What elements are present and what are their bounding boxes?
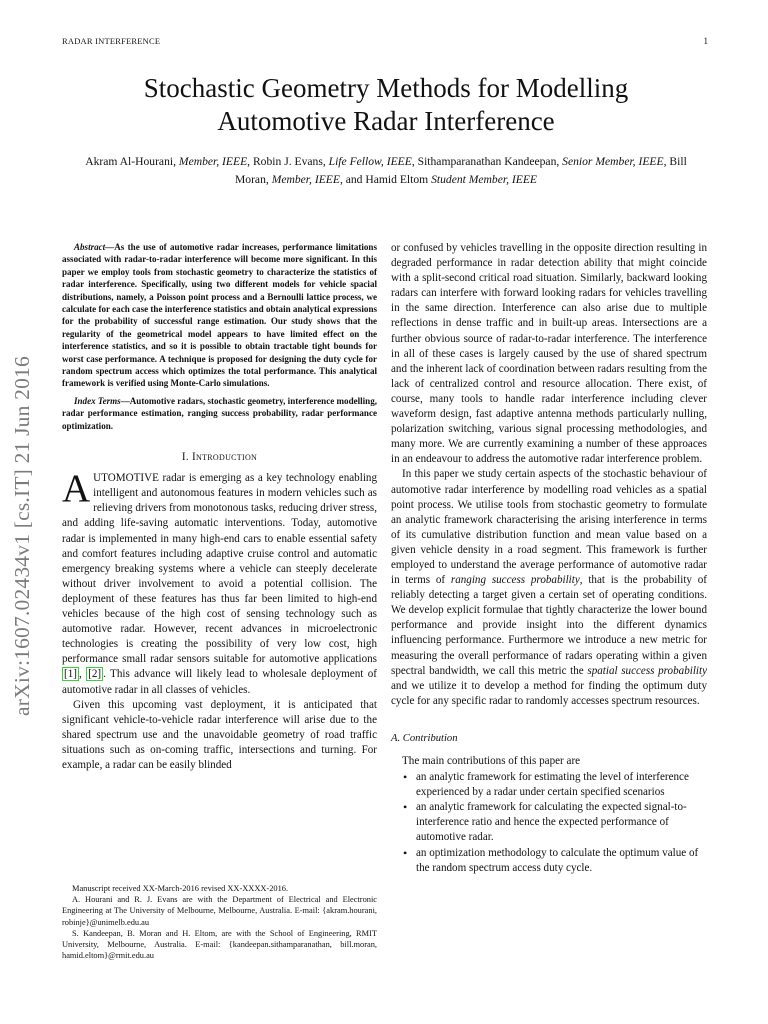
paragraph (391, 467, 707, 709)
paragraph-text: In this paper we study certain aspects of the stochastic behaviour of automotive radar interference by modelling road vehicles as a spatial point process. We utilise tools from stochastic geometry to formulate an analytic framework characterising the arising interference in terms of its cumulative distribution function and mean value based on a given vehicle density in a road segment. This framework is further employed to understand the average performance of automotive radar in terms of (391, 468, 707, 587)
citation-link-1[interactable]: [1] (64, 668, 77, 681)
paper-title (60, 72, 712, 138)
drop-cap: A (62, 467, 91, 511)
section-heading-introduction (62, 450, 377, 465)
list-item: • an optimization methodology to calculate the optimum value of the random spectrum access duty cycle. (403, 846, 707, 876)
author-list (68, 153, 704, 189)
page-number: 1 (703, 36, 708, 46)
contribution-list (403, 770, 707, 876)
emphasis-term: spatial success probability (587, 664, 707, 677)
abstract-text: —As the use of automotive radar increases, performance limitations associated with radar-to-radar interference will become more significant. In this paper we employ tools from stochastic geometry to characterize the statistics of radar interference. Specifically, using two different models for vehicle spacial distributions, namely, a Poisson point process and a Bernoulli lattice process, we calculate for each case the interference statistics and obtain analytical expressions for the probability of successful range estimation. Our study shows that the regularity of the geometrical model appears to have limited effect on the interference statistics, and so it is possible to obtain tractable tight bounds for worst case performance. A technique is proposed for designing the duty cycle for random spectrum access which optimizes the total performance. This analytical framework is verified using Monte-Carlo simulations. (62, 242, 377, 389)
author-name: , Sithamparanathan Kandeepan, (411, 155, 563, 168)
author-role: Member, IEEE (271, 173, 340, 186)
citation-separator: , (78, 668, 87, 681)
emphasis-term: ranging success probability (450, 574, 580, 587)
author-name: , Robin J. Evans, (247, 155, 329, 168)
subsection-number: A. (391, 732, 403, 744)
author-name: Akram Al-Hourani, (85, 155, 179, 168)
author-name: , Bill Moran, (234, 155, 687, 186)
paragraph (62, 467, 377, 697)
index-terms-label: Index Terms (74, 395, 121, 406)
arxiv-identifier[interactable]: arXiv:1607.02434v1 [cs.IT] 21 Jun 2016 (10, 356, 34, 716)
running-title: RADAR INTERFERENCE (62, 36, 161, 46)
contribution-intro: The main contributions of this paper are (402, 755, 581, 767)
author-role: Senior Member, IEEE (562, 155, 664, 168)
paragraph: or confused by vehicles travelling in the opposite direction resulting in degraded performance in radar detection ability that might coincide with a split-second critical road situation. Similarly, backward looking radars can interfere with forward looking radars for vehicles travelling in the same direction. Interference can also arise due to multiple reflections in dense traffic and in built-up areas. Intersections are a further obvious source of radar-to-radar interference. The interference in all of these cases is largely caused by the use of shared spectrum and the inherent lack of coordination between radars resulting from the lack of centralized control and resource allocation. There exist, of course, many tools to handle radar interference including clever waveform design, fast adaptive antenna methods particularly nulling, polarization switching, various signal processing methodologies, and many more. We are currently examining a number of these approaces in an endeavour to address the automotive radar interference problem. (391, 242, 707, 466)
author-name: , and Hamid Eltom (339, 173, 432, 186)
paragraph-text: and we utilize it to develop a method for finding the optimum duty cycle for any specific radar to randomly accesses spectrum resources. (391, 679, 707, 707)
section-title: Introduction (192, 451, 258, 464)
footnote-manuscript: Manuscript received XX-March-2016 revised XX-XXXX-2016. (72, 884, 289, 893)
title-line-1: Stochastic Geometry Methods for Modelling (143, 73, 629, 103)
author-role: Student Member, IEEE (431, 173, 538, 186)
index-terms (62, 395, 377, 432)
section-number: I. (181, 451, 193, 464)
paragraph-text: . This advance will likely lead to wholesale deployment of automotive radar in all classes of vehicles. (62, 668, 377, 696)
abstract (62, 241, 377, 390)
list-item: • an analytic framework for calculating the expected signal-to-interference ratio and hence the expected performance of automotive radar. (403, 800, 707, 845)
citation-link-2[interactable]: [2] (88, 668, 102, 681)
paragraph-text: UTOMOTIVE radar is emerging as a key technology enabling intelligent and autonomous features in modern vehicles such as relieving drivers from monotonous tasks, reducing driver stress, and adding life-saving automatic interventions. Today, automotive radar is implemented in many high-end cars to enable essential safety and comfort features including adaptive cruise control and automatic emergency breaking systems where a vehicle can steeply decelerate without driver involvement to avoid a potential collision. The deployment of these features has thus far been limited to high-end vehicles because of the high cost of sensing technology such as automotive radar. However, recent advances in microelectronic technologies is creating the possibility of very low cost, high performance small radar sensors suitable for automotive applications (62, 472, 377, 666)
author-role: Member, IEEE (178, 155, 248, 168)
list-item: • an analytic framework for estimating the level of interference experienced by a radar under certain specified scenarios (403, 770, 707, 800)
footnotes (62, 883, 377, 961)
footnote-affiliation-1: A. Hourani and R. J. Evans are with the Department of Electrical and Electronic Engineering at The University of Melbourne, Melbourne, Australia. E-mail: {akram.hourani, robinje}@unimelb.edu.au (62, 895, 377, 927)
title-line-2: Automotive Radar Interference (217, 106, 555, 136)
index-terms-text: —Automotive radars, stochastic geometry, interference modelling, radar performance estimation, ranging success probability, radar performance optimization. (62, 395, 377, 431)
subsection-title: Contribution (402, 732, 458, 744)
paragraph: Given this upcoming vast deployment, it is anticipated that significant vehicle-to-vehicle radar interference will arise due to the shared spectrum use and the unavoidable geometry of road traffic situations such as on-coming traffic, intersections and turning. For example, a radar can be easily blinded (62, 698, 377, 771)
left-column (62, 241, 377, 773)
paragraph-text: , that is the probability of reliably detecting a target given a certain set of operating conditions. We develop explicit formulae that tightly characterize the lower bound performance and provide insight into the different dynamics influencing performance. Furthermore we introduce a new metric for measuring the overall performance of radars operating within a given spectral bandwidth, we call this metric the (391, 574, 707, 677)
footnote-affiliation-2: S. Kandeepan, B. Moran and H. Eltom, are with the School of Engineering, RMIT University, Melbourne, Australia. E-mail: {kandeepan.sithamparanathan, bill.moran, hamid.eltom}@rmit.edu.au (62, 928, 377, 961)
abstract-label: Abstract (74, 242, 106, 252)
author-role: Life Fellow, IEEE (328, 155, 412, 168)
right-column (391, 241, 707, 876)
subsection-heading-contribution (391, 731, 707, 746)
